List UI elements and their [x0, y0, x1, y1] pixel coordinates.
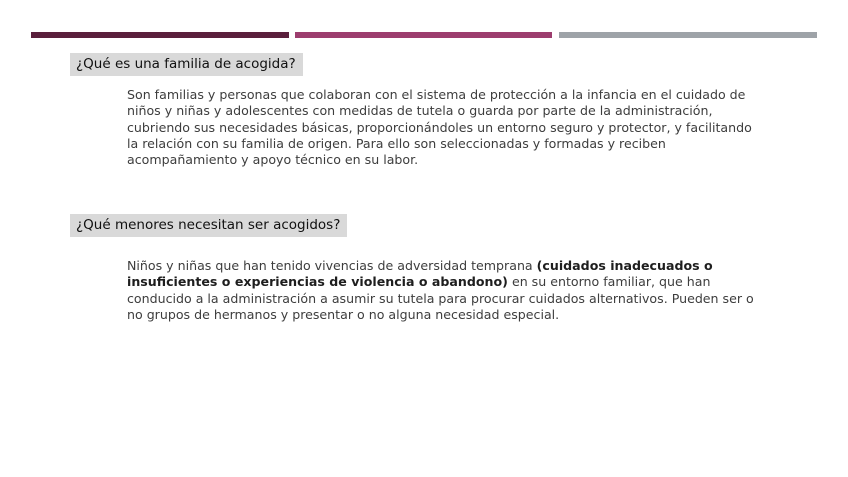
section-paragraph-menores-acogidos [127, 258, 757, 323]
section-heading-menores-acogidos: ¿Qué menores necesitan ser acogidos? [70, 214, 347, 237]
accent-bar-right [559, 32, 817, 38]
paragraph-text-bold: (cuidados inadecuados o insuficientes o experiencias de violencia o abandono) [127, 258, 713, 290]
accent-bar-left [31, 32, 289, 38]
paragraph-text-start: Niños y niñas que han tenido vivencias de adversidad temprana [127, 258, 537, 273]
section-paragraph-familia-acogida: Son familias y personas que colaboran con el sistema de protección a la infancia en el cuidado de niños y niñas y adolescentes con medidas de tutela o guarda por parte de la administración, cubriendo sus necesidades básicas, proporcionándoles un entorno seguro y protector, y facilitando la relación con su familia de origen. Para ello son seleccionadas y formadas y reciben acompañamiento y apoyo técnico en su labor. [127, 87, 752, 168]
section-heading-familia-acogida: ¿Qué es una familia de acogida? [70, 53, 303, 76]
paragraph-text-end: en su entorno familiar, que han conducido a la administración a asumir su tutela para procurar cuidados alternativos. Pueden ser o no grupos de hermanos y presentar o no alguna necesidad especial. [127, 274, 754, 322]
accent-bar-middle [295, 32, 552, 38]
